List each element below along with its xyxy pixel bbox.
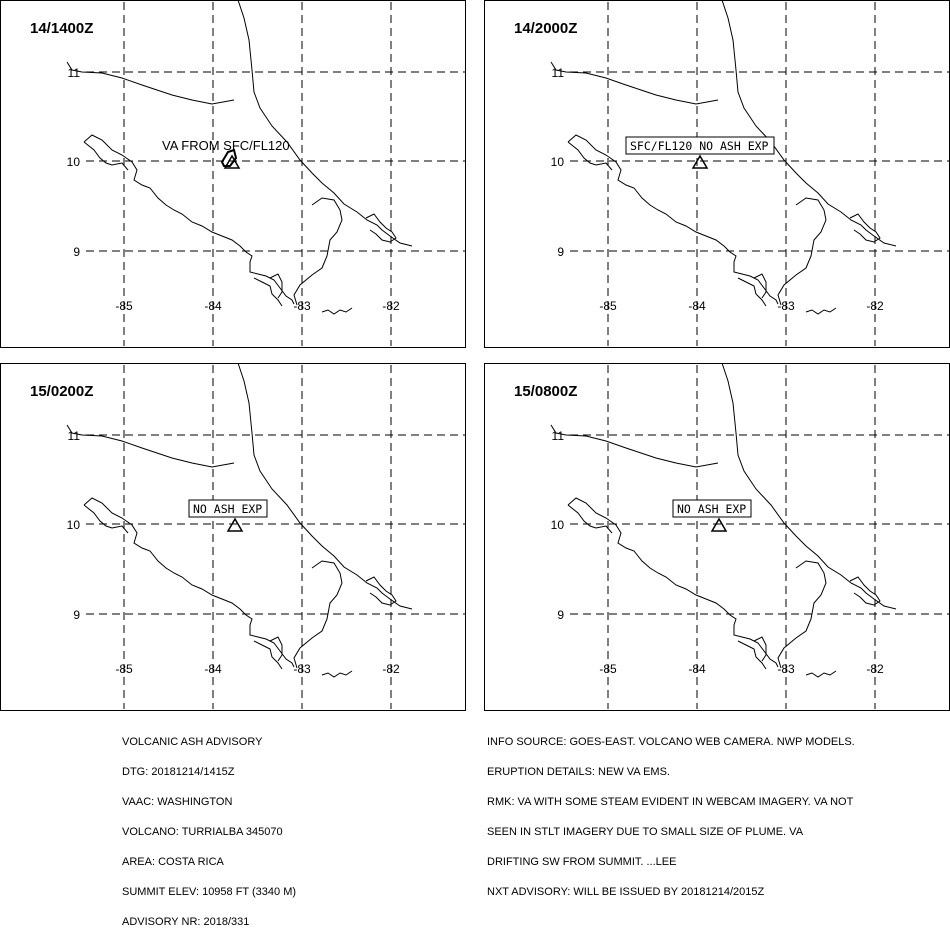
nicaragua-border <box>67 62 234 104</box>
longitude-label: -83 <box>777 299 795 313</box>
caribbean-coastline <box>238 363 412 609</box>
nicoya-coastline <box>568 142 612 170</box>
latitude-label: 11 <box>551 429 564 443</box>
latitude-label: 9 <box>557 245 564 259</box>
osa-coastline <box>254 278 282 306</box>
pacific-coastline <box>568 498 778 667</box>
latitude-label: 10 <box>66 155 80 169</box>
nicaragua-border <box>551 62 718 104</box>
caribbean-coastline <box>722 363 896 609</box>
nicaragua-border <box>551 425 718 467</box>
caribbean-coastline <box>722 0 896 246</box>
panel-time-label: 14/1400Z <box>30 20 94 37</box>
advisory-line: ADVISORY NR: 2018/331 <box>122 916 250 928</box>
advisory-line: VOLCANO: TURRIALBA 345070 <box>122 826 283 838</box>
nicaragua-border <box>67 425 234 467</box>
map-frame <box>1 1 466 348</box>
map-panel-2 <box>466 0 950 348</box>
advisory-line: DTG: 20181214/1415Z <box>122 766 235 778</box>
longitude-label: -83 <box>293 299 311 313</box>
map-svg <box>466 363 950 711</box>
ash-annotation: SFC/FL120 NO ASH EXP <box>630 139 769 153</box>
longitude-label: -82 <box>382 299 400 313</box>
longitude-label: -85 <box>115 662 133 676</box>
longitude-label: -84 <box>204 662 222 676</box>
map-svg <box>0 363 466 711</box>
map-frame <box>485 364 950 711</box>
nicoya-coastline <box>568 505 612 533</box>
latitude-label: 11 <box>67 66 80 80</box>
island-coastline <box>322 308 352 314</box>
map-svg <box>466 0 950 348</box>
pacific-coastline <box>568 135 778 304</box>
longitude-label: -82 <box>866 299 884 313</box>
longitude-label: -85 <box>115 299 133 313</box>
advisory-line: ERUPTION DETAILS: NEW VA EMS. <box>487 766 670 778</box>
pacific-coastline <box>84 135 294 304</box>
latitude-label: 11 <box>67 429 80 443</box>
nicoya-coastline <box>84 505 128 533</box>
advisory-line: AREA: COSTA RICA <box>122 856 224 868</box>
map-panel-3 <box>0 363 466 711</box>
advisory-header-text <box>122 717 296 937</box>
advisory-remarks-text <box>487 717 855 907</box>
osa-coastline <box>738 641 766 669</box>
osa-coastline <box>254 641 282 669</box>
map-frame <box>485 1 950 348</box>
advisory-line: RMK: VA WITH SOME STEAM EVIDENT IN WEBCAM IMAGERY. VA NOT <box>487 796 854 808</box>
ash-annotation: NO ASH EXP <box>677 502 747 516</box>
volcano-triangle-icon <box>693 156 707 168</box>
ash-annotation: NO ASH EXP <box>193 502 263 516</box>
advisory-line: SEEN IN STLT IMAGERY DUE TO SMALL SIZE OF PLUME. VA <box>487 826 804 838</box>
advisory-line: NXT ADVISORY: WILL BE ISSUED BY 20181214/2015Z <box>487 886 765 898</box>
longitude-label: -82 <box>382 662 400 676</box>
longitude-label: -85 <box>599 299 617 313</box>
advisory-line: SUMMIT ELEV: 10958 FT (3340 M) <box>122 886 297 898</box>
caribbean-coastline <box>238 0 412 246</box>
latitude-label: 9 <box>73 608 80 622</box>
latitude-label: 9 <box>557 608 564 622</box>
latitude-label: 10 <box>550 155 564 169</box>
nicoya-coastline <box>84 142 128 170</box>
advisory-line: DRIFTING SW FROM SUMMIT. ...LEE <box>487 856 677 868</box>
longitude-label: -84 <box>204 299 222 313</box>
panel-time-label: 15/0200Z <box>30 383 94 400</box>
longitude-label: -85 <box>599 662 617 676</box>
longitude-label: -84 <box>688 662 706 676</box>
map-panel-1 <box>0 0 466 348</box>
latitude-label: 10 <box>550 518 564 532</box>
advisory-line: INFO SOURCE: GOES-EAST. VOLCANO WEB CAMERA. NWP MODELS. <box>487 736 855 748</box>
volcano-triangle-icon <box>228 519 242 531</box>
advisory-line: VOLCANIC ASH ADVISORY <box>122 736 263 748</box>
latitude-label: 11 <box>551 66 564 80</box>
map-panel-4 <box>466 363 950 711</box>
advisory-line: VAAC: WASHINGTON <box>122 796 233 808</box>
latitude-label: 9 <box>73 245 80 259</box>
longitude-label: -82 <box>866 662 884 676</box>
map-svg <box>0 0 466 348</box>
map-frame <box>1 364 466 711</box>
osa-coastline <box>738 278 766 306</box>
longitude-label: -83 <box>293 662 311 676</box>
latitude-label: 10 <box>66 518 80 532</box>
island-coastline <box>806 308 836 314</box>
volcano-triangle-icon <box>712 519 726 531</box>
pacific-coastline <box>84 498 294 667</box>
panel-time-label: 14/2000Z <box>514 20 578 37</box>
longitude-label: -84 <box>688 299 706 313</box>
panel-time-label: 15/0800Z <box>514 383 578 400</box>
longitude-label: -83 <box>777 662 795 676</box>
ash-annotation: VA FROM SFC/FL120 <box>162 138 290 153</box>
island-coastline <box>806 671 836 677</box>
island-coastline <box>322 671 352 677</box>
